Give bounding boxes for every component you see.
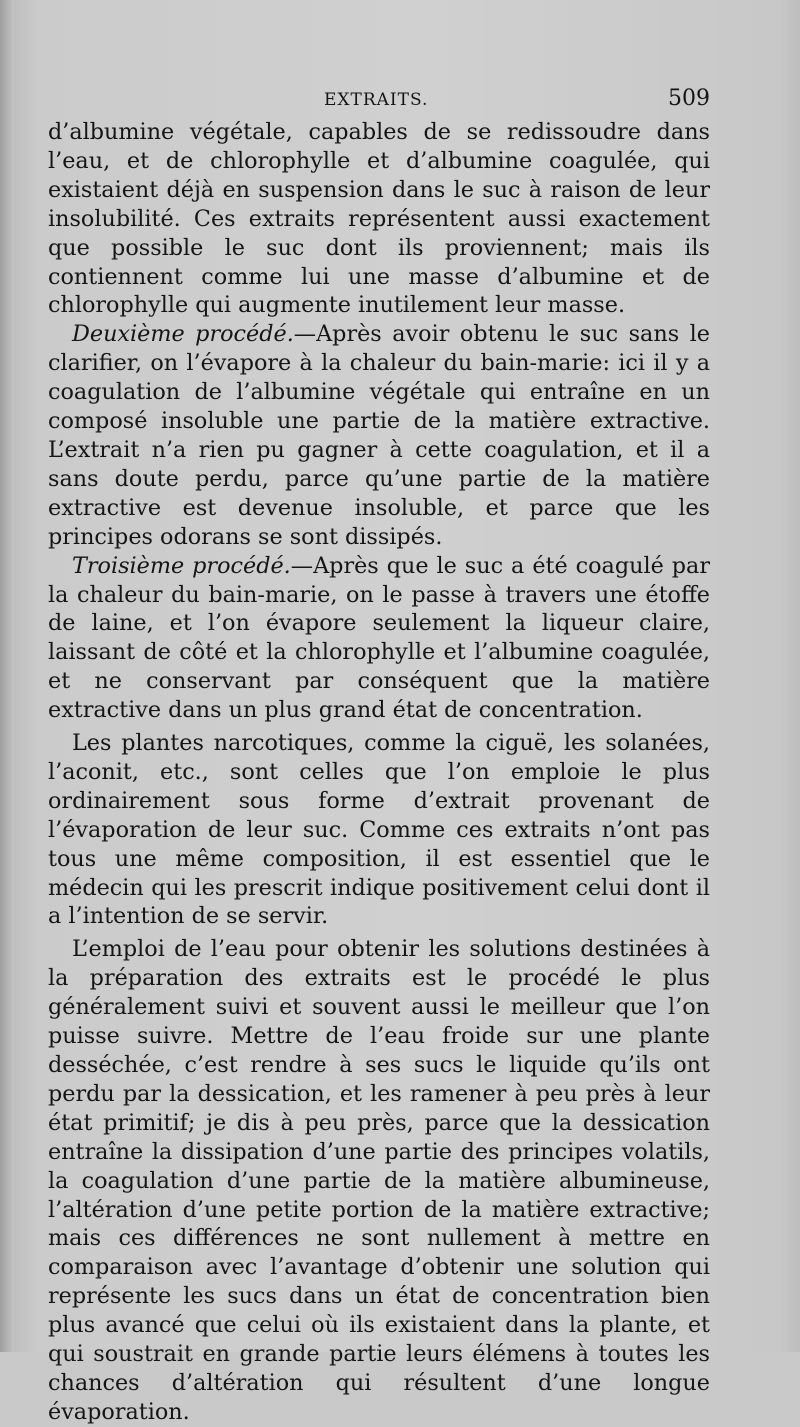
paragraph-continuation: d’albumine végétale, capables de se redissoudre dans l’eau, et de chlorophylle et d’albumine coagulée, qui existaient déjà en suspension dans le suc à raison de leur insolubilité. Ces extraits représentent aussi exactement que possible le suc dont ils proviennent; mais ils contiennent comme lui une masse d’albumine et de chlorophylle qui augmente inutilement leur masse.	[48, 119, 710, 319]
paragraph-plantes-narcotiques: Les plantes narcotiques, comme la ciguë, les solanées, l’aconit, etc., sont celles que l’on emploie le plus ordinairement sous forme d’extrait provenant de l’évaporation de leur suc. Comme ces extraits n’ont pas tous une même composition, il est essentiel que le médecin qui les prescrit indique positivement celui dont il a l’intention de se servir.	[48, 730, 710, 930]
running-title: EXTRAITS.	[324, 90, 429, 110]
running-header	[48, 86, 710, 116]
paragraph-lead: Troisième procédé.	[72, 552, 291, 579]
paragraph-lead: Deuxième procédé.	[72, 321, 294, 348]
page-binding-edge	[0, 0, 14, 1352]
paragraph-body: —Après avoir obtenu le suc sans le clarifier, on l’évapore à la chaleur du bain-marie: ici il y a coagulation de l’albumine végétale qui entraîne en un composé insoluble une partie de la matière extractive. L’extrait n’a rien pu gagner à cette coagulation, et il a sans doute perdu, parce qu’une partie de la matière extractive est devenue insoluble, et parce que les principes odorans se sont dissipés.	[48, 321, 710, 550]
body-text	[48, 118, 710, 1427]
paragraph-deuxieme-procede	[48, 320, 710, 551]
paragraph-emploi-de-l-eau: L’emploi de l’eau pour obtenir les solutions destinées à la préparation des extraits est le procédé le plus généralement suivi et souvent aussi le meilleur que l’on puisse suivre. Mettre de l’eau froide sur une plante desséchée, c’est rendre à ses sucs le liquide qu’ils ont perdu par la dessication, et les ramener à peu près à leur état primitif; je dis à peu près, parce que la dessication entraîne la dissipation d’une partie des principes volatils, la coagulation d’une partie de la matière albumineuse, l’altération d’une petite portion de la matière extractive; mais ces différences ne sont nullement à mettre en comparaison avec l’avantage d’obtenir une solution qui représente les sucs dans un état de concentration bien plus avancé que celui où ils existaient dans la plante, et qui soustrait en grande partie leurs élémens à toutes les chances d’altération qui résultent d’une longue évaporation.	[48, 936, 710, 1425]
page-number: 509	[668, 86, 710, 111]
paragraph-body: —Après que le suc a été coagulé par la chaleur du bain-marie, on le passe à travers une étoffe de laine, et l’on évapore seulement la liqueur claire, laissant de côté et la chlorophylle et l’albumine coagulée, et ne conservant par conséquent que la matière extractive dans un plus grand état de concentration.	[48, 552, 711, 724]
paragraph-troisieme-procede	[48, 552, 710, 725]
